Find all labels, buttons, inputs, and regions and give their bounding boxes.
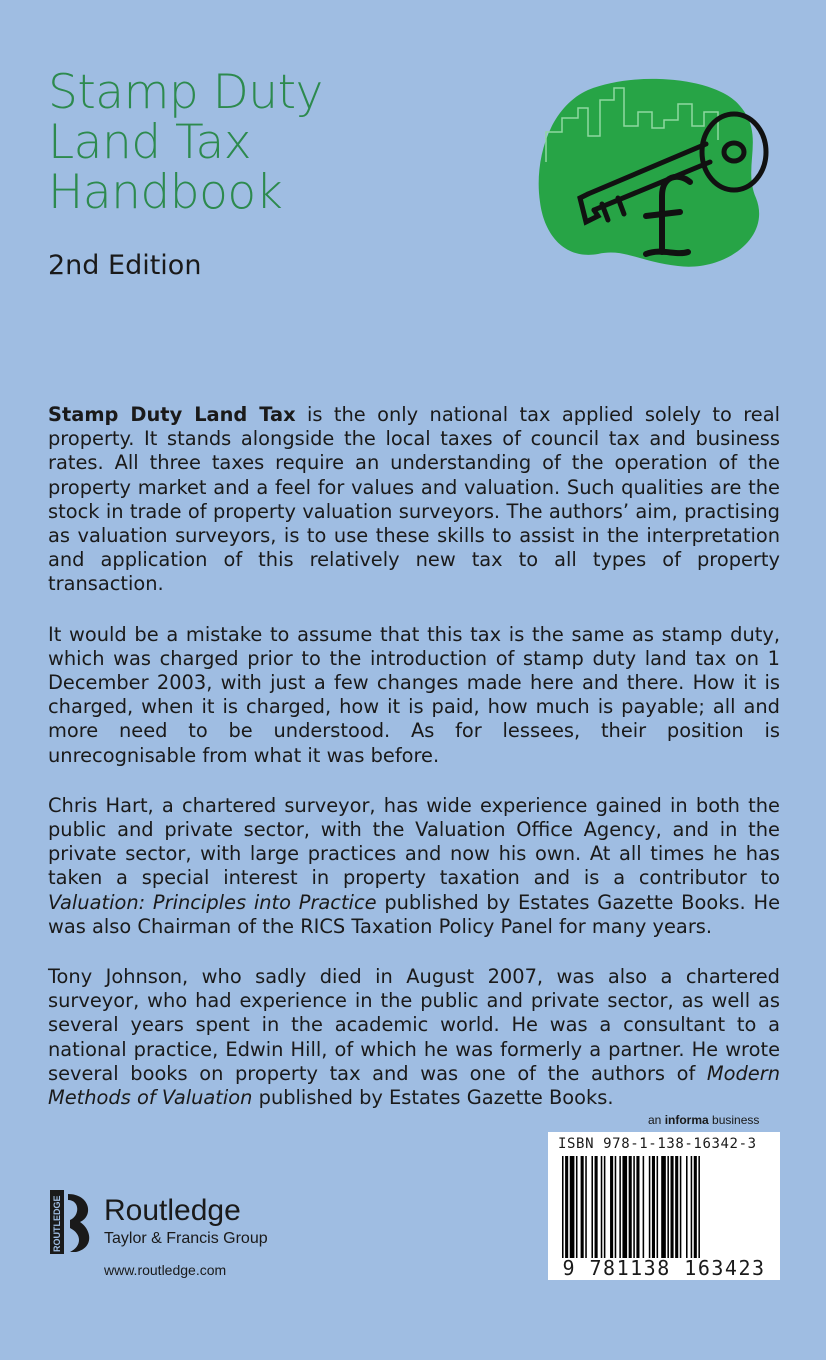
barcode-bars [562, 1156, 768, 1258]
barcode-bar [565, 1156, 568, 1258]
barcode-bar [595, 1156, 598, 1258]
key-pound-illustration [528, 66, 788, 286]
informa-suffix: business [708, 1113, 760, 1127]
blurb-paragraph-4 [48, 965, 780, 1110]
barcode-bar [622, 1156, 627, 1258]
title-line-3: Handbook [48, 165, 283, 220]
blurb-p3-book-title: Valuation: Principles into Practice [48, 890, 377, 914]
routledge-logo-icon [50, 1190, 96, 1254]
barcode-bar [657, 1156, 659, 1258]
blurb-p4-book-title: Modern Methods of Valuation [48, 1061, 780, 1110]
blurb-paragraph-2: It would be a mistake to assume that this tax is the same as stamp duty, which was charged prior to the introduction of stamp duty land tax on 1 December 2003, with just a few changes made here and there. How it is charged, when it is charged, how it is paid, how much is payable; all and more need to be understood. As for lessees, their position is unrecognisable from what it was before. [48, 622, 780, 767]
title-line-2: Land Tax [48, 115, 252, 170]
blurb-p3-text-a: Chris Hart, a chartered surveyor, has wide experience gained in both the public and private sector, with the Valuation Office Agency, and in the private sector, with large practices and now his own. At all times he has taken a special interest in property taxation and is a contributor to [48, 793, 780, 890]
publisher-group: Taylor & Francis Group [104, 1230, 268, 1247]
barcode-bar [661, 1156, 666, 1258]
barcode-bar [694, 1156, 697, 1258]
isbn-digits: 9 781138 163423 [562, 1256, 766, 1280]
barcode-bar [686, 1156, 688, 1258]
barcode-bar [601, 1156, 603, 1258]
blurb-p4-text-a: Tony Johnson, who sadly died in August 2007, was also a chartered surveyor, who had experience in the public and private sector, as well as several years spent in the academic world. He was a consultant to a national practice, Edwin Hill, of which he was formerly a partner. He wrote several books on property tax and was one of the authors of [48, 965, 780, 1085]
informa-tagline [648, 1113, 759, 1127]
title-line-1: Stamp Duty [48, 65, 323, 120]
barcode-bar [649, 1156, 651, 1258]
blurb-p1-text: is the only national tax applied solely to real property. It stands alongside the local taxes of council tax and business rates. All three taxes require an understanding of the operation of the property market and a feel for values and valuation. Such qualities are the stock in trade of property valuation surveyors. The authors’ aim, practising as valuation surveyors, is to use these skills to assist in the interpretation and application of this relatively new tax to all types of property transaction. [48, 403, 780, 596]
back-cover-blurb [48, 403, 780, 1136]
book-title [48, 65, 323, 220]
barcode-bar [633, 1156, 635, 1258]
blurb-p4-text-b: published by Estates Gazette Books. [252, 1086, 614, 1110]
barcode-bar [576, 1156, 578, 1258]
barcode-bar [643, 1156, 645, 1258]
barcode-bar [667, 1156, 669, 1258]
barcode-bar [636, 1156, 639, 1258]
barcode-bar [570, 1156, 575, 1258]
barcode-bar [615, 1156, 617, 1258]
barcode-bar [629, 1156, 632, 1258]
informa-brand: informa [664, 1113, 709, 1127]
informa-prefix: an [648, 1113, 665, 1127]
green-blob [539, 79, 759, 267]
publisher-website: www.routledge.com [104, 1262, 227, 1278]
barcode-bar [604, 1156, 606, 1258]
barcode-bar [680, 1156, 682, 1258]
barcode-bar [562, 1156, 564, 1258]
barcode-bar [610, 1156, 613, 1258]
barcode-bar [581, 1156, 584, 1258]
publisher-block [50, 1190, 290, 1260]
barcode-bar [675, 1156, 678, 1258]
barcode-bar [671, 1156, 674, 1258]
barcode-bar [591, 1156, 593, 1258]
barcode-bar [652, 1156, 655, 1258]
isbn-label: ISBN 978-1-138-16342-3 [558, 1136, 757, 1152]
barcode-bar [691, 1156, 693, 1258]
isbn-barcode [548, 1132, 780, 1280]
edition-label: 2nd Edition [48, 250, 202, 281]
blurb-paragraph-1 [48, 403, 780, 597]
svg-text:ROUTLEDGE: ROUTLEDGE [52, 1195, 62, 1252]
blurb-lead-bold: Stamp Duty Land Tax [48, 403, 296, 426]
publisher-name: Routledge [104, 1194, 241, 1227]
blurb-paragraph-3 [48, 794, 780, 939]
barcode-bar [698, 1156, 700, 1258]
blurb-p3-text-b: published by Estates Gazette Books. He was also Chairman of the RICS Taxation Policy Panel for many years. [48, 890, 780, 938]
barcode-bar [619, 1156, 621, 1258]
barcode-bar [585, 1156, 587, 1258]
